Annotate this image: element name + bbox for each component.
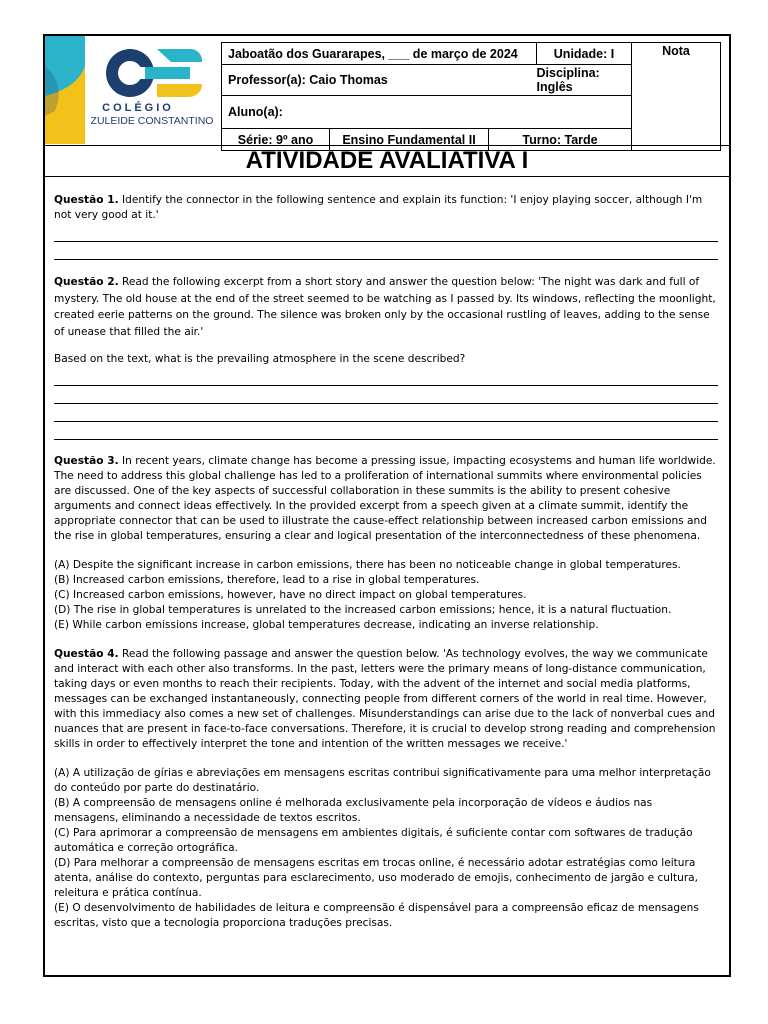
question-3-label: Questão 3. xyxy=(54,455,119,467)
subject-cell: Disciplina: Inglês xyxy=(537,65,632,96)
grade-cell: Nota xyxy=(632,43,721,151)
question-4-label: Questão 4. xyxy=(54,648,119,660)
answer-line[interactable] xyxy=(54,227,718,242)
level-cell: Ensino Fundamental II xyxy=(330,129,489,150)
question-2 xyxy=(54,274,718,440)
logo-graphic xyxy=(45,36,221,144)
questions-content xyxy=(54,193,718,945)
student-cell: Aluno(a): xyxy=(222,96,632,129)
logo-z-mid xyxy=(145,67,190,79)
teacher-cell: Professor(a): Caio Thomas xyxy=(222,65,537,96)
school-name-line2: ZULEIDE CONSTANTINO xyxy=(90,115,214,127)
question-2-text: Read the following excerpt from a short story and answer the question below: 'The night was dark and full of mystery. The old house at the end of the street seemed to be watching as I passed by. Its windows, reflecting the moonlight, created eerie patterns on the ground. The silence was broken only by the occasional rustling of leaves, adding to the sense of unease that filled the air.' xyxy=(54,276,716,338)
option-a[interactable]: (A) Despite the significant increase in carbon emissions, there has been no noticeable change in global temperatures. xyxy=(54,559,681,571)
question-3-options xyxy=(54,558,718,633)
question-3 xyxy=(54,454,718,633)
unit-cell: Unidade: I xyxy=(537,43,632,65)
option-a[interactable]: (A) A utilização de gírias e abreviações em mensagens escritas contribui significativamente para uma melhor interpretação do conteúdo por parte do destinatário. xyxy=(54,767,711,794)
series-cell: Série: 9º ano xyxy=(222,129,330,150)
answer-line[interactable] xyxy=(54,425,718,440)
question-1-label: Questão 1. xyxy=(54,194,119,206)
option-b[interactable]: (B) Increased carbon emissions, therefore, lead to a rise in global temperatures. xyxy=(54,574,480,586)
option-c[interactable]: (C) Increased carbon emissions, however, have no direct impact on global temperatures. xyxy=(54,589,527,601)
option-d[interactable]: (D) The rise in global temperatures is unrelated to the increased carbon emissions; hence, it is a natural fluctuation. xyxy=(54,604,672,616)
logo-z-bottom xyxy=(157,84,202,97)
header-table xyxy=(221,42,721,151)
question-4 xyxy=(54,647,718,931)
question-3-text: In recent years, climate change has become a pressing issue, impacting ecosystems and human life worldwide. The need to address this global challenge has led to a proliferation of international summits where environmental policies are discussed. One of the key aspects of successful collaboration in these summits is the ability to present cohesive arguments and connect ideas effectively. In the provided excerpt from a speech given at a climate summit, identify the appropriate connector that can be used to illustrate the cause-effect relationship between increased carbon emissions and the rise in global temperatures, ensuring a clear and logical presentation of the interconnectedness of these phenomena. xyxy=(54,455,716,542)
place-date: Jaboatão dos Guararapes, ___ de março de 2024 xyxy=(222,43,537,65)
question-4-options xyxy=(54,766,718,931)
answer-line[interactable] xyxy=(54,407,718,422)
school-name-line1: COLÉGIO xyxy=(102,102,174,114)
option-d[interactable]: (D) Para melhorar a compreensão de mensagens escritas em trocas online, é necessário adotar estratégias como leitura atenta, análise do contexto, perguntas para esclarecimento, uso moderado de emojis, conhecimento de jargão e cultura, releitura e prática contínua. xyxy=(54,857,699,899)
question-4-text: Read the following passage and answer the question below. 'As technology evolves, the way we communicate and interact with each other also transforms. In the past, letters were the primary means of long-distance communication, taking days or even months to reach their recipients. Today, with the advent of the internet and social media platforms, messages can be exchanged instantaneously, connecting people from different corners of the world in real time. However, with this immediacy also comes a new set of challenges. Misunderstandings can arise due to the lack of nonverbal cues and nuances that are present in face-to-face conversations. Therefore, it is crucial to develop strong reading and comprehension skills in order to effectively interpret the tone and intention of the written messages we receive.' xyxy=(54,648,716,750)
question-2-prompt: Based on the text, what is the prevailing atmosphere in the scene described? xyxy=(54,353,466,365)
option-e[interactable]: (E) O desenvolvimento de habilidades de leitura e compreensão é dispensável para a compreensão eficaz de mensagens escritas, visto que a tecnologia proporciona traduções precisas. xyxy=(54,902,699,929)
option-e[interactable]: (E) While carbon emissions increase, global temperatures decrease, indicating an inverse relationship. xyxy=(54,619,599,631)
answer-line[interactable] xyxy=(54,389,718,404)
question-1 xyxy=(54,193,718,260)
option-c[interactable]: (C) Para aprimorar a compreensão de mensagens em ambientes digitais, é suficiente contar com softwares de tradução automática e correção ortográfica. xyxy=(54,827,693,854)
logo-z-top xyxy=(157,49,202,62)
page-title: ATIVIDADE AVALIATIVA I xyxy=(45,145,729,177)
school-logo xyxy=(45,36,221,144)
option-b[interactable]: (B) A compreensão de mensagens online é melhorada exclusivamente pela incorporação de vídeos e áudios nas mensagens, eliminando a necessidade de textos escritos. xyxy=(54,797,653,824)
shift-cell: Turno: Tarde xyxy=(522,132,598,147)
answer-line[interactable] xyxy=(54,245,718,260)
question-2-label: Questão 2. xyxy=(54,276,119,288)
answer-line[interactable] xyxy=(54,371,718,386)
question-1-text: Identify the connector in the following sentence and explain its function: 'I enjoy playing soccer, although I'm not very good at it.' xyxy=(54,194,703,221)
